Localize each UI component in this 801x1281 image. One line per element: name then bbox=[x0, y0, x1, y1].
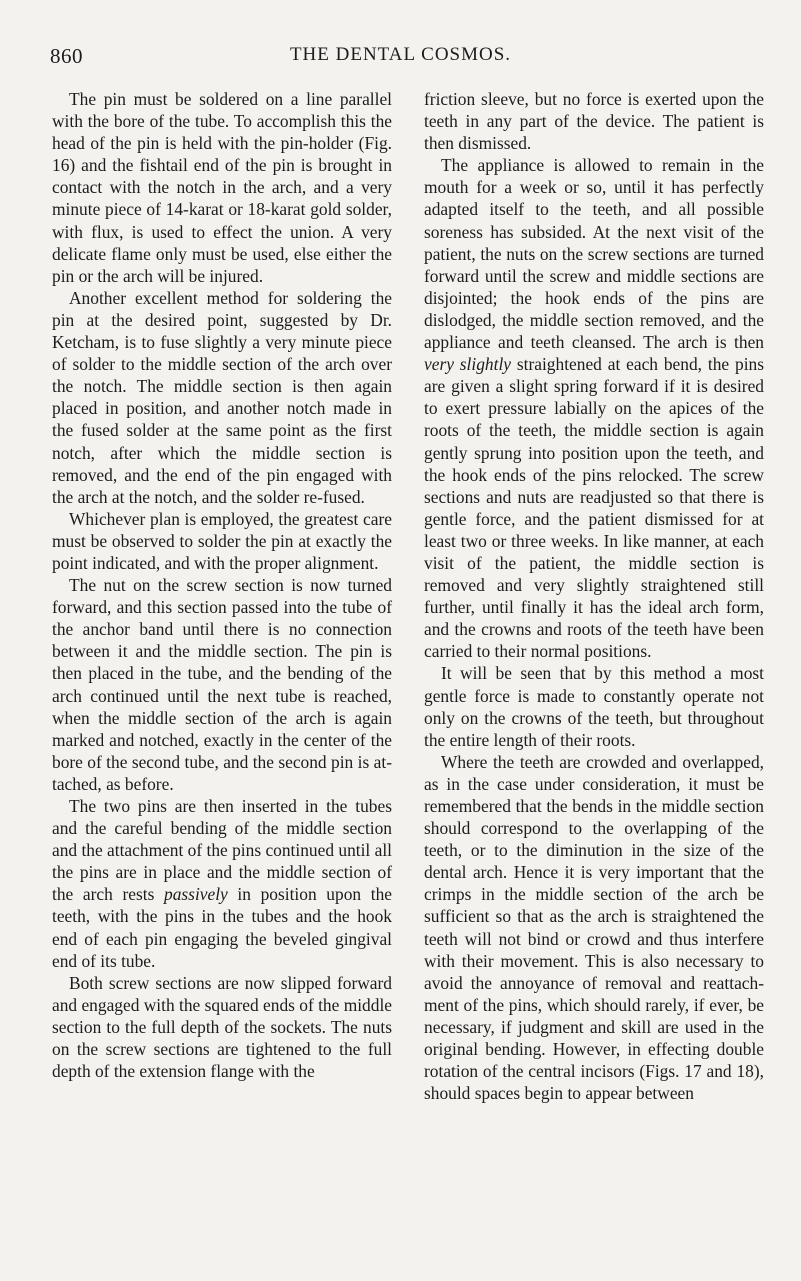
italic-text: passively bbox=[164, 884, 228, 905]
paragraph-screw-sections-slipped: Both screw sections are now slipped forward and engaged with the squared ends of the middle section to the full depth of the sockets. The nuts on the screw sections are tightened to the full depth of the extension flange with the bbox=[52, 972, 392, 1082]
paragraph-pin-soldering: The pin must be soldered on a line parallel with the bore of the tube. To accomplish this the head of the pin is held with the pin-holder (Fig. 16) and the fishtail end of the pin is brought in contact with the notch in the arch, and a very minute piece of 14-karat or 18-karat gold solder, with flux, is used to effect the union. A very delicate flame only must be used, else either the pin or the arch will be injured. bbox=[52, 89, 392, 286]
paragraph-screw-section: The nut on the screw section is now turned forward, and this section passed into the tube of the anchor band until there is no connection between it and the middle section. The pin is then placed in the tube, and the bending of the arch continued until the next tube is reached, when the middle section of the arch is again marked and notched, exactly in the center of the bore of the second tube, and the second pin is attached, as before. bbox=[52, 575, 392, 794]
text-run: The appliance is allowed to remain in the mouth for a week or so, until it has perfectly adapted itself to the teeth, and all possible soreness has subsided. At the next visit of the patient, the nuts on the screw sections are turned forward until the screw and middle sections are disjointed; the hook ends of the pins are dislodged, the middle section removed, and the appliance and teeth cleansed. The arch is then bbox=[424, 155, 764, 353]
italic-text: very slightly bbox=[424, 354, 511, 375]
paragraph-continued: friction sleeve, but no force is exerted upon the teeth in any part of the device. The patient is then dismissed. bbox=[424, 89, 764, 154]
text-run: The two pins are then inserted in the tubes and the careful bending of the middle section and the attachment of the pins continued until all the pins are in place and the middle section of the arch rests bbox=[52, 796, 392, 905]
paragraph-whichever-plan: Whichever plan is employed, the greatest care must be observed to solder the pin at exactly the point indicated, and with the proper alignment. bbox=[52, 508, 392, 573]
text-run: straightened at each bend, the pins are given a slight spring forward if it is desired to exert pressure labially on the apices of the roots of the teeth, the middle section is again gently sprung into position upon the teeth, and the hook ends of the pins relocked. The screw sections and nuts are readjusted so that there is gentle force, and the patient dismissed for at least two or three weeks. In like manner, at each visit of the patient, the middle section is removed and very slightly straightened still further, until finally it has the ideal arch form, and the crowns and roots of the teeth have been carried to their normal positions. bbox=[424, 354, 764, 662]
paragraph-appliance-remains bbox=[424, 154, 764, 662]
page-number: 860 bbox=[50, 44, 83, 68]
right-column bbox=[424, 88, 764, 1104]
left-column bbox=[52, 88, 392, 1104]
paragraph-ketcham-method: Another excellent method for soldering the pin at the desired point, suggested by Dr. Ketcham, is to fuse slightly a very minute piece of solder to the middle section of the arch over the notch. The middle section is then again placed in position, and another notch made in the fused solder at the same point as the first notch, after which the middle section is removed, and the end of the pin engaged with the arch at the notch, and the solder re-fused. bbox=[52, 287, 392, 507]
text-run: in position upon the teeth, with the pins in the tubes and the hook end of each pin engaging the beveled gingival end of its tube. bbox=[52, 884, 392, 971]
paragraph-crowded-teeth: Where the teeth are crowded and overlapped, as in the case under consideration, it must be remembered that the bends in the middle section should correspond to the overlapping of the teeth, or to the diminution in the size of the dental arch. Hence it is very important that the crimps in the middle section of the arch be sufficient so that as the arch is straightened the teeth will not bind or crowd and thus interfere with their movement. This is also necessary to avoid the annoyance of removal and reattachment of the pins, which should rarely, if ever, be necessary, if judgment and skill are used in the original bending. However, in effecting double rotation of the central incisors (Figs. 17 and 18), should spaces begin to appear between bbox=[424, 751, 764, 1104]
running-head: THE DENTAL COSMOS. bbox=[289, 44, 512, 65]
paragraph-gentle-force: It will be seen that by this method a most gentle force is made to constantly operate not only on the crowns of the teeth, but throughout the entire length of their roots. bbox=[424, 663, 764, 750]
text-columns bbox=[52, 88, 764, 1104]
paragraph-pins-inserted bbox=[52, 795, 392, 972]
page-header bbox=[50, 44, 751, 74]
